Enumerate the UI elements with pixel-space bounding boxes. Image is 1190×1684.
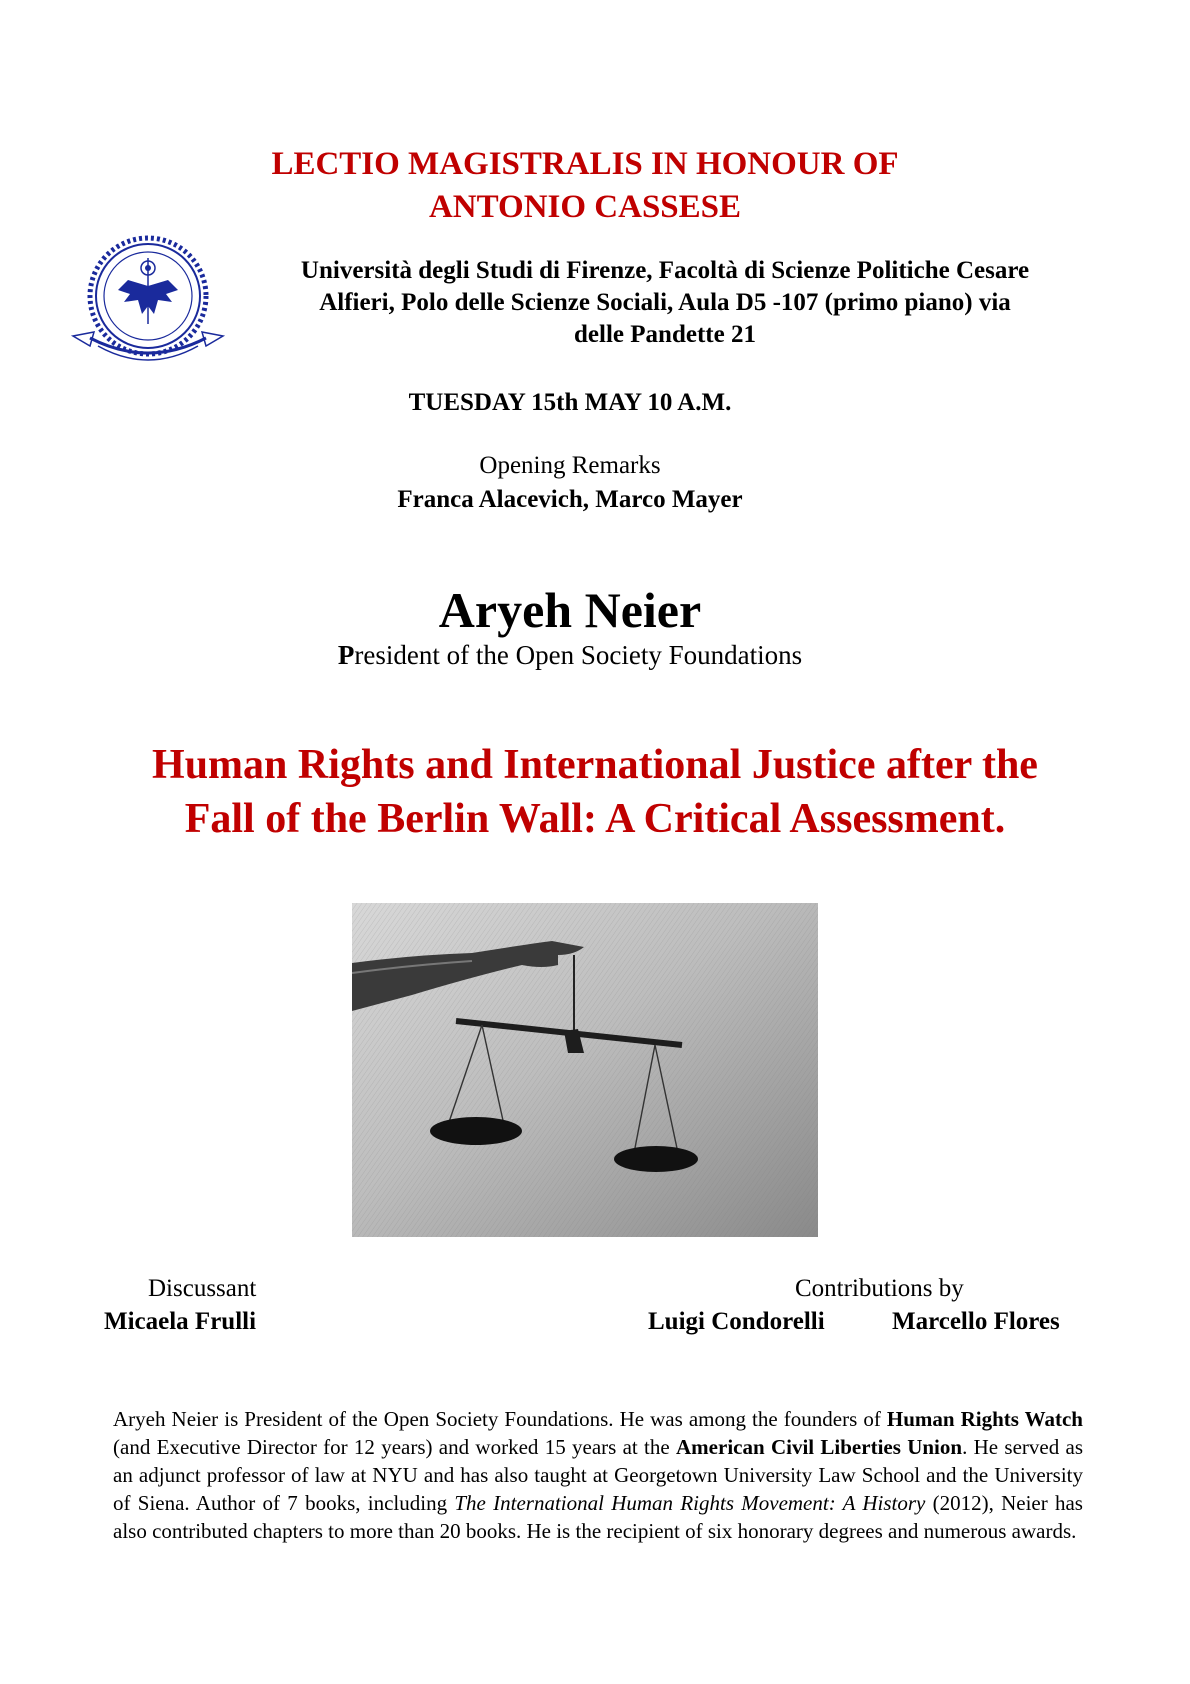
speaker-name: Aryeh Neier (438, 582, 702, 638)
venue-address (235, 255, 1095, 351)
contributor-name: Luigi Condorelli (648, 1308, 825, 1335)
event-date: TUESDAY 15th MAY 10 A.M. (408, 389, 732, 416)
venue-line-3: delle Pandette 21 (574, 321, 756, 348)
discussant-name: Micaela Frulli (104, 1308, 257, 1335)
event-title-line-2: ANTONIO CASSESE (428, 189, 742, 225)
bio-text: (and Executive Director for 12 years) and worked 15 years at the (113, 1435, 677, 1459)
event-title-line-1: LECTIO MAGISTRALIS IN HONOUR OF (271, 146, 899, 182)
bio-text: . He served as an adjunct professor of law at NYU and has also taught at Georgetown University Law School and the University of Siena. Author of 7 books, including (113, 1435, 1083, 1515)
scales-of-justice-image (352, 903, 818, 1237)
venue-line-1: Università degli Studi di Firenze, Facoltà di Scienze Politiche Cesare (300, 257, 1030, 284)
lecture-title-line-1: Human Rights and International Justice after the (152, 742, 1038, 788)
contributions-label: Contributions by (795, 1275, 964, 1302)
bio-text: Aryeh Neier is President of the Open Society Foundations. He was among the founders of (113, 1407, 887, 1431)
venue-line-2: Alfieri, Polo delle Scienze Sociali, Aula D5 -107 (primo piano) via (319, 289, 1011, 316)
speaker-role (220, 640, 920, 671)
speaker-role-text: resident of the Open Society Foundations (354, 640, 803, 670)
opening-remarks-names: Franca Alacevich, Marco Mayer (397, 486, 743, 513)
bio-org-hrw: Human Rights Watch (886, 1407, 1083, 1431)
discussant-label: Discussant (148, 1275, 257, 1302)
speaker-biography (113, 1405, 1083, 1545)
opening-remarks-label: Opening Remarks (479, 452, 661, 479)
lecture-title (50, 738, 1140, 846)
event-title (150, 143, 1020, 229)
bio-book-title: The International Human Rights Movement: A History (454, 1491, 926, 1515)
contributor-name: Marcello Flores (892, 1308, 1060, 1335)
bio-text: (2012), Neier has also contributed chapters to more than 20 books. He is the recipient of six honorary degrees and numerous awards. (113, 1491, 1083, 1543)
university-seal-logo (68, 228, 228, 376)
speaker-role-initial: P (337, 640, 355, 670)
bio-org-aclu: American Civil Liberties Union (676, 1435, 963, 1459)
lecture-title-line-2: Fall of the Berlin Wall: A Critical Assessment. (184, 796, 1006, 842)
